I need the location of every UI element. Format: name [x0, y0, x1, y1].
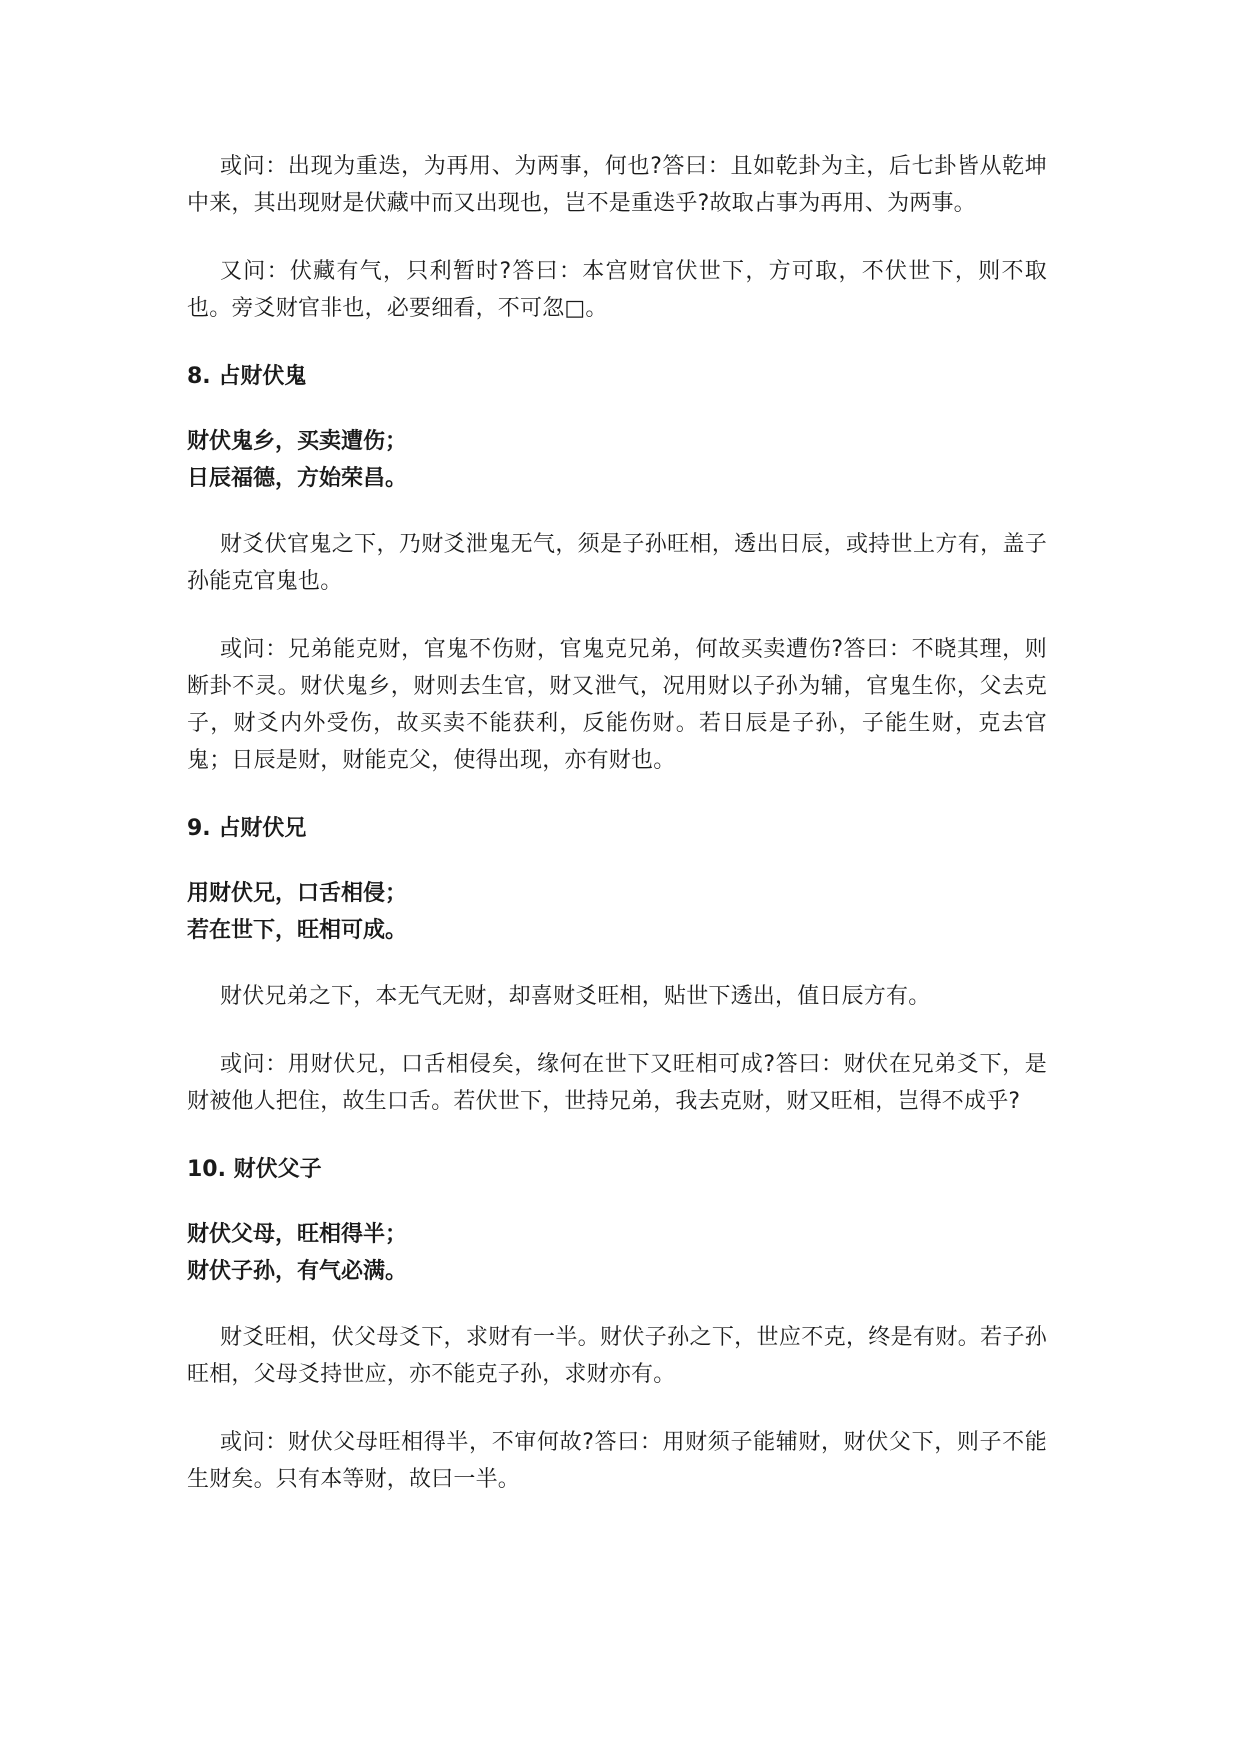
verse-8: [187, 423, 1047, 497]
paragraph-question-8: 或问：兄弟能克财，官鬼不伤财，官鬼克兄弟，何故买卖遭伤?答曰：不晓其理，则断卦不灵。财伏鬼乡，财则去生官，财又泄气，况用财以子孙为辅，官鬼生你，父去克子，财爻内外受伤，故买卖不能获利，反能伤财。若日辰是子孙，子能生财，克去官鬼；日辰是财，财能克父，使得出现，亦有财也。: [187, 637, 1047, 773]
paragraph-explanation-8: 财爻伏官鬼之下，乃财爻泄鬼无气，须是子孙旺相，透出日辰，或持世上方有，盖子孙能克官鬼也。: [187, 532, 1047, 594]
verse-9: [187, 875, 1047, 949]
document-page: [187, 148, 1047, 1529]
verse-line: 财伏子孙，有气必满。: [187, 1259, 408, 1284]
paragraph-explanation-9: 财伏兄弟之下，本无气无财，却喜财爻旺相，贴世下透出，值日辰方有。: [220, 984, 931, 1009]
section-heading-10: 10. 财伏父子: [187, 1157, 322, 1182]
verse-line: 日辰福德，方始荣昌。: [187, 466, 408, 491]
section-heading-9: 9. 占财伏兄: [187, 816, 307, 841]
verse-line: 用财伏兄，口舌相侵；: [187, 881, 408, 906]
paragraph-question-hidden: 又问：伏藏有气，只利暂时?答曰：本宫财官伏世下，方可取，不伏世下，则不取也。旁爻财官非也，必要细看，不可忽□。: [187, 259, 1047, 321]
paragraph-explanation-10: 财爻旺相，伏父母爻下，求财有一半。财伏子孙之下，世应不克，终是有财。若子孙旺相，父母爻持世应，亦不能克子孙，求财亦有。: [187, 1325, 1047, 1387]
verse-10: [187, 1216, 1047, 1290]
paragraph-question-overlap: 或问：出现为重迭，为再用、为两事，何也?答曰：且如乾卦为主，后七卦皆从乾坤中来，其出现财是伏藏中而又出现也，岂不是重迭乎?故取占事为再用、为两事。: [187, 154, 1047, 216]
verse-line: 若在世下，旺相可成。: [187, 918, 408, 943]
paragraph-question-9: 或问：用财伏兄，口舌相侵矣，缘何在世下又旺相可成?答曰：财伏在兄弟爻下，是财被他人把住，故生口舌。若伏世下，世持兄弟，我去克财，财又旺相，岂得不成乎?: [187, 1052, 1047, 1114]
paragraph-question-10: 或问：财伏父母旺相得半，不审何故?答曰：用财须子能辅财，财伏父下，则子不能生财矣。只有本等财，故曰一半。: [187, 1430, 1047, 1492]
verse-line: 财伏鬼乡，买卖遭伤；: [187, 429, 408, 454]
section-heading-8: 8. 占财伏鬼: [187, 364, 307, 389]
verse-line: 财伏父母，旺相得半；: [187, 1222, 408, 1247]
